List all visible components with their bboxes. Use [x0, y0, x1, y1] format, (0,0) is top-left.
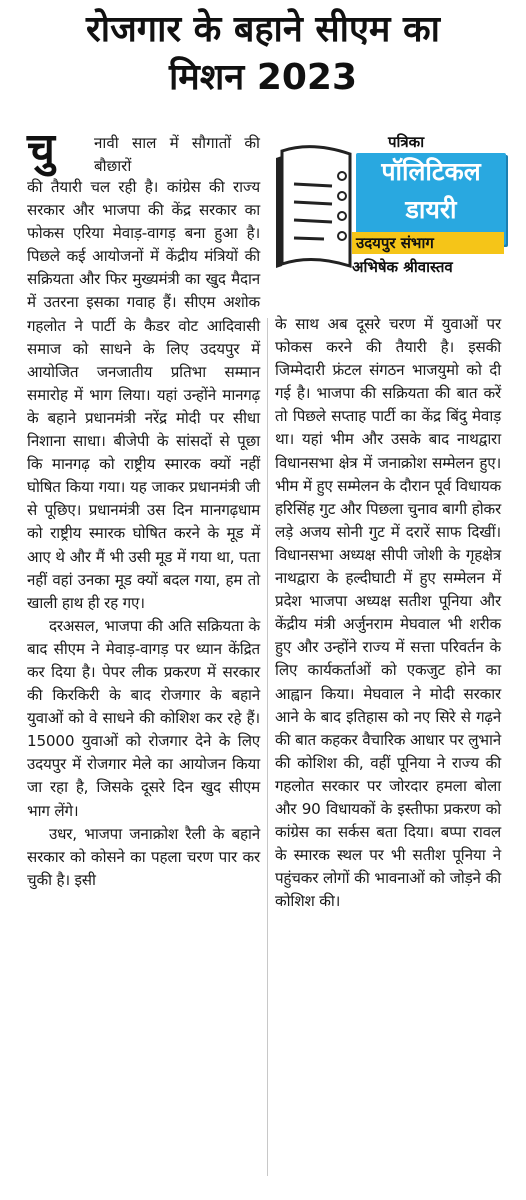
column-divider [267, 318, 268, 1176]
notebook-icon [272, 126, 362, 276]
drop-cap: चु [27, 124, 55, 175]
logo-title-line-2: डायरी [405, 195, 457, 224]
article-paragraph: के साथ अब दूसरे चरण में युवाओं पर फोकस करने की तैयारी है। इसकी जिम्मेदारी फ्रंटल संगठन भाजयुमो को दी गई है। भाजपा की सक्रियता की बात करें तो पिछले सप्ताह पार्टी का केंद्र बिंदु मेवाड़ था। यहां भीम और उसके बाद नाथद्वारा विधानसभा क्षेत्र में जनाक्रोश सम्मेलन हुए। भीम में हुए सम्मेलन के दौरान पूर्व विधायक हरिसिंह गुट और पिछला चुनाव बागी होकर लड़े अजय सोनी गुट में दरारें साफ दिखीं। विधानसभा अध्यक्ष सीपी जोशी के गृहक्षेत्र नाथद्वारा के हल्दीघाटी में हुए सम्मेलन में प्रदेश भाजपा अध्यक्ष सतीश पूनिया और केंद्रीय मंत्री अर्जुनराम मेघवाल भी शरीक हुए और उन्होंने राज्य में सत्ता परिवर्तन के लिए कार्यकर्ताओं को एकजुट होने का आह्वान किया। मेघवाल ने मोदी सरकार आने के बाद इतिहास को नए सिरे से गढ़ने की बात कहकर वैचारिक आधार पर लुभाने की कोशिश की, वहीं पूनिया ने राज्य की गहलोत सरकार पर जोरदार हमला बोला और 90 विधायकों के इस्तीफा प्रकरण को कांग्रेस का सर्कस बता दिया। बप्पा रावल के स्मारक स्थल पर भी सतीश पूनिया ने पहुंचकर लोगों की भावनाओं को जोड़ने की कोशिश की। [275, 315, 501, 911]
headline [0, 6, 526, 102]
article-paragraph: दरअसल, भाजपा की अति सक्रियता के बाद सीएम ने मेवाड़-वागड़ पर ध्यान केंद्रित कर दिया है। पेपर लीक प्रकरण में सरकार की किरकिरी के बाद रोजगार के बहाने युवाओं को वे साधने की कोशिश कर रहे हैं। 15000 युवाओं को रोजगार देने के लिए उदयपुर में रोजगार मेले का आयोजन किया जा रहा है, जिसके दूसरे दिन खुद सीएम भाग लेंगे। [27, 616, 260, 820]
headline-line-1: रोजगार के बहाने सीएम का [86, 9, 440, 50]
headline-line-2: मिशन 2023 [168, 57, 358, 98]
article-column-right [275, 313, 501, 913]
byline-author: अभिषेक श्रीवास्तव [352, 258, 453, 276]
article-paragraph: की तैयारी चल रही है। कांग्रेस की राज्य सरकार और भाजपा की केंद्र सरकार का फोकस एरिया मेवाड़-वागड़ बना हुआ है। पिछले कई आयोजनों में केंद्रीय मंत्रियों की सक्रियता और फिर मुख्यमंत्री का खुद मैदान में उतरना इसका गवाह हैं। सीएम अशोक गहलोत ने पार्टी के कैडर वोट आदिवासी समाज को साधने के लिए उदयपुर में आयोजित जनजातीय प्रतिभा सम्मान समारोह में भाग लिया। यहां उन्होंने मानगढ़ के बहाने प्रधानमंत्री नरेंद्र मोदी पर सीधा निशाना साधा। बीजेपी के सांसदों से पूछा कि मानगढ़ को राष्ट्रीय स्मारक क्यों नहीं घोषित किया गया। यह जाकर प्रधानमंत्री जी से पूछिए। प्रधानमंत्री उस दिन मानगढ़धाम को राष्ट्रीय स्मारक घोषित करने के मूड में आए थे और मैं भी उसी मूड में गया था, पता नहीं वहां उनका मूड क्यों बदल गया, हम तो खाली हाथ ही रह गए। [27, 178, 260, 612]
article-paragraph: उधर, भाजपा जनाक्रोश रैली के बहाने सरकार को कोसने का पहला चरण पार कर चुकी है। इसी [27, 824, 260, 889]
logo-title-line-1: पॉलिटिकल [381, 157, 481, 186]
article-column-left [27, 176, 260, 892]
article-lead: नावी साल में सौगातों की बौछारों [94, 134, 260, 176]
logo-brand: पत्रिका [384, 132, 428, 152]
political-diary-logo [272, 126, 512, 306]
logo-region: उदयपुर संभाग [352, 232, 504, 254]
